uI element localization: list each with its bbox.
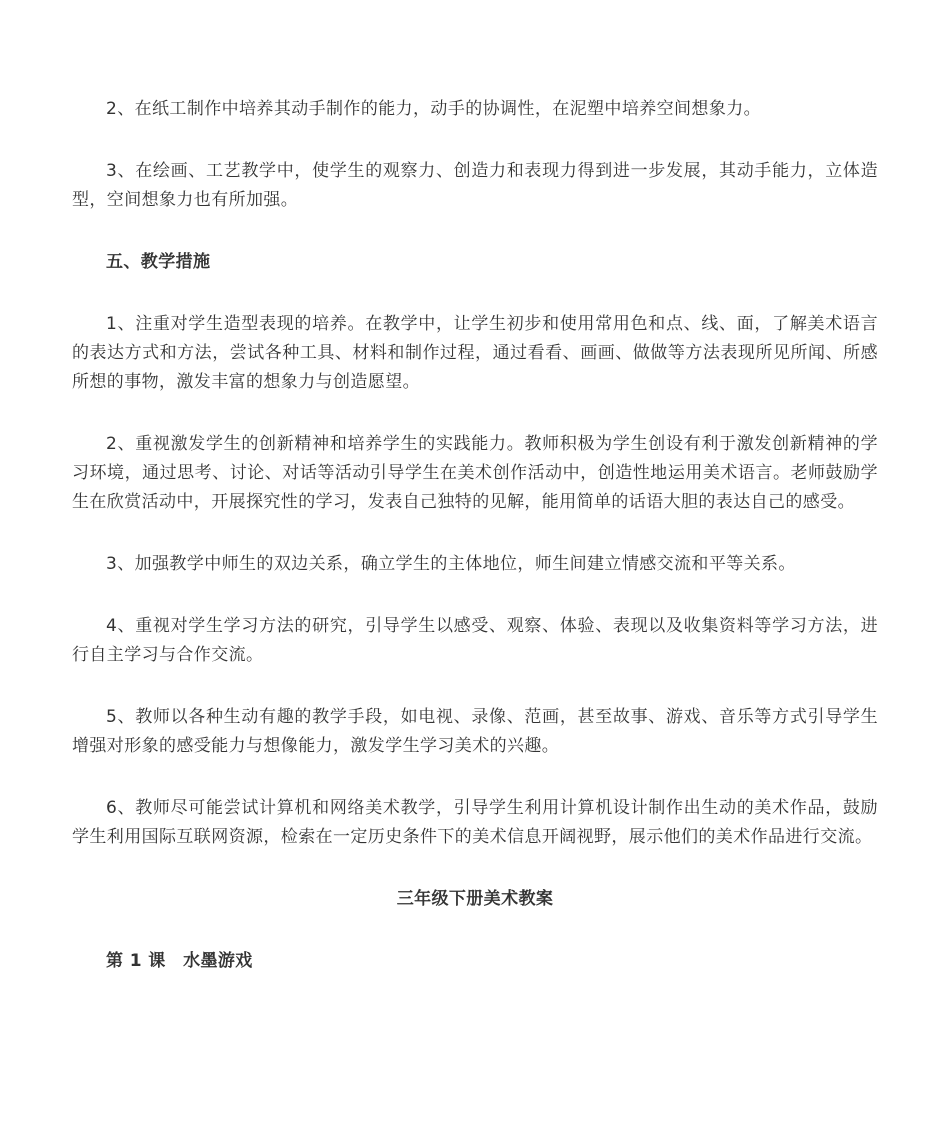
paragraph-goal-2: 2、在纸工制作中培养其动手制作的能力，动手的协调性，在泥塑中培养空间想象力。 (106, 99, 762, 119)
paragraph-measure-5: 5、教师以各种生动有趣的教学手段，如电视、录像、范画，甚至故事、游戏、音乐等方式引导学生增强对形象的感受能力与想像能力，激发学生学习美术的兴趣。 (72, 707, 878, 756)
book-title: 三年级下册美术教案 (396, 889, 554, 909)
lesson-title: 第 1 课 水墨游戏 (106, 951, 253, 971)
paragraph-goal-3: 3、在绘画、工艺教学中，使学生的观察力、创造力和表现力得到进一步发展，其动手能力，立体造型，空间想象力也有所加强。 (72, 161, 878, 210)
paragraph-measure-2: 2、重视激发学生的创新精神和培养学生的实践能力。教师积极为学生创设有利于激发创新精神的学习环境，通过思考、讨论、对话等活动引导学生在美术创作活动中，创造性地运用美术语言。老师鼓励学生在欣赏活动中，开展探究性的学习，发表自己独特的见解，能用简单的话语大胆的表达自己的感受。 (72, 434, 878, 512)
paragraph-measure-4: 4、重视对学生学习方法的研究，引导学生以感受、观察、体验、表现以及收集资料等学习方法，进行自主学习与合作交流。 (72, 616, 878, 665)
paragraph-measure-6: 6、教师尽可能尝试计算机和网络美术教学，引导学生利用计算机设计制作出生动的美术作品，鼓励学生利用国际互联网资源，检索在一定历史条件下的美术信息开阔视野，展示他们的美术作品进行交流。 (72, 798, 878, 847)
document-page (72, 95, 878, 1009)
section-heading-teaching-measures: 五、教学措施 (106, 252, 211, 272)
paragraph-measure-3: 3、加强教学中师生的双边关系，确立学生的主体地位，师生间建立情感交流和平等关系。 (106, 554, 796, 574)
paragraph-measure-1: 1、注重对学生造型表现的培养。在教学中，让学生初步和使用常用色和点、线、面，了解美术语言的表达方式和方法，尝试各种工具、材料和制作过程，通过看看、画画、做做等方法表现所见所闻、所感所想的事物，激发丰富的想象力与创造愿望。 (72, 314, 878, 392)
